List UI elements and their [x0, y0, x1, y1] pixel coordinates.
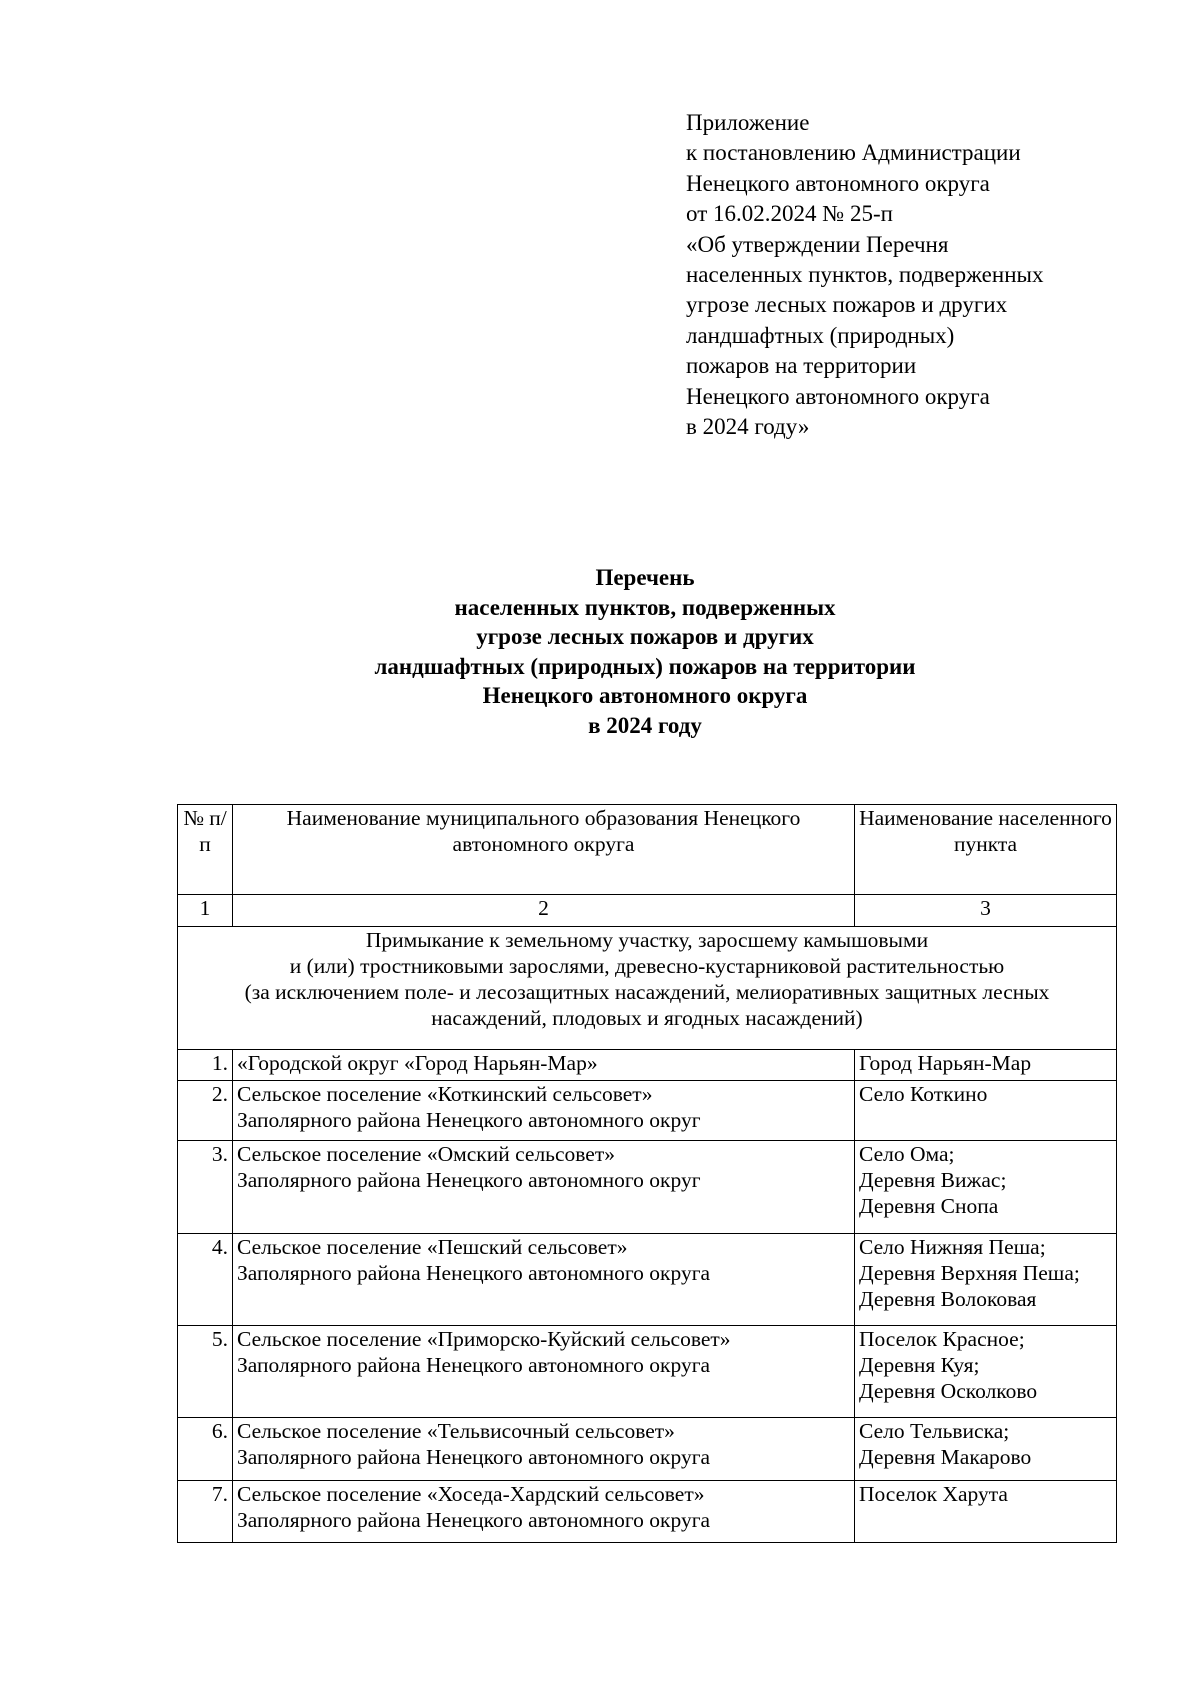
- municipality-name: Сельское поселение «Пешский сельсовет» Заполярного района Ненецкого автономного округа: [233, 1234, 855, 1326]
- column-numbers-row: [178, 895, 1117, 927]
- row-number: 3.: [178, 1141, 233, 1234]
- municipality-name: «Городской округ «Город Нарьян-Мар»: [233, 1050, 855, 1081]
- title-line: населенных пунктов, подверженных: [454, 594, 836, 620]
- title-line: Перечень: [595, 565, 695, 590]
- municipality-name: Сельское поселение «Приморско-Куйский сельсовет» Заполярного района Ненецкого автономного округа: [233, 1326, 855, 1418]
- municipality-name: Сельское поселение «Омский сельсовет» Заполярного района Ненецкого автономного округ: [233, 1141, 855, 1234]
- row-number: 5.: [178, 1326, 233, 1418]
- appendix-line: Приложение: [686, 110, 810, 135]
- table-row: [178, 1481, 1117, 1543]
- title-line: Ненецкого автономного округа: [482, 683, 808, 708]
- table-row: [178, 1418, 1117, 1481]
- document-title: [0, 563, 1200, 740]
- row-number: 6.: [178, 1418, 233, 1481]
- appendix-line: угрозе лесных пожаров и других: [686, 292, 1008, 318]
- municipality-name: Сельское поселение «Хоседа-Хардский сельсовет» Заполярного района Ненецкого автономного округа: [233, 1481, 855, 1543]
- appendix-line: от 16.02.2024 № 25-п: [686, 201, 893, 227]
- section-heading-row: [178, 927, 1117, 1050]
- settlement-list: Село Нижняя Пеша; Деревня Верхняя Пеша; Деревня Волоковая: [855, 1234, 1117, 1326]
- column-number: 1: [178, 895, 233, 927]
- table-row: [178, 1141, 1117, 1234]
- appendix-line: в 2024 году»: [686, 414, 810, 440]
- settlement-list: Село Ома; Деревня Вижас; Деревня Снопа: [855, 1141, 1117, 1234]
- table-header-row: [178, 805, 1117, 895]
- settlement-list: Поселок Красное; Деревня Куя; Деревня Осколково: [855, 1326, 1117, 1418]
- appendix-line: пожаров на территории: [686, 353, 917, 379]
- row-number: 1.: [178, 1050, 233, 1081]
- appendix-line: Ненецкого автономного округа: [686, 170, 990, 196]
- appendix-line: населенных пунктов, подверженных: [686, 262, 1044, 288]
- appendix-line: Ненецкого автономного округа: [686, 383, 990, 409]
- municipality-name: Сельское поселение «Тельвисочный сельсовет» Заполярного района Ненецкого автономного округа: [233, 1418, 855, 1481]
- settlement-list: Село Коткино: [855, 1081, 1117, 1141]
- title-line: ландшафтных (природных) пожаров на территории: [374, 653, 916, 679]
- column-number: 2: [233, 895, 855, 927]
- header-municipality: Наименование муниципального образования Ненецкого автономного округа: [233, 805, 855, 895]
- municipality-name: Сельское поселение «Коткинский сельсовет» Заполярного района Ненецкого автономного округ: [233, 1081, 855, 1141]
- table-row: [178, 1050, 1117, 1081]
- header-settlement: Наименование населенного пункта: [855, 805, 1117, 895]
- row-number: 4.: [178, 1234, 233, 1326]
- section-heading: Примыкание к земельному участку, заросшему камышовыми и (или) тростниковыми зарослями, древесно-кустарниковой растительностью (за исключением поле- и лесозащитных насаждений, мелиоративных защитных лесных насаждений, плодовых и ягодных насаждений): [178, 927, 1117, 1050]
- table-row: [178, 1081, 1117, 1141]
- row-number: 7.: [178, 1481, 233, 1543]
- appendix-block: [686, 108, 1166, 442]
- title-line: угрозе лесных пожаров и других: [476, 624, 814, 649]
- settlements-table: [177, 804, 1117, 1543]
- table-row: [178, 1326, 1117, 1418]
- row-number: 2.: [178, 1081, 233, 1141]
- appendix-line: «Об утверждении Перечня: [686, 231, 949, 257]
- settlement-list: Село Тельвиска; Деревня Макарово: [855, 1418, 1117, 1481]
- column-number: 3: [855, 895, 1117, 927]
- title-line: в 2024 году: [588, 712, 702, 738]
- appendix-line: к постановлению Администрации: [686, 140, 1021, 166]
- settlement-list: Город Нарьян-Мар: [855, 1050, 1117, 1081]
- header-number: № п/п: [178, 805, 233, 895]
- appendix-line: ландшафтных (природных): [686, 322, 955, 348]
- settlement-list: Поселок Харута: [855, 1481, 1117, 1543]
- table-row: [178, 1234, 1117, 1326]
